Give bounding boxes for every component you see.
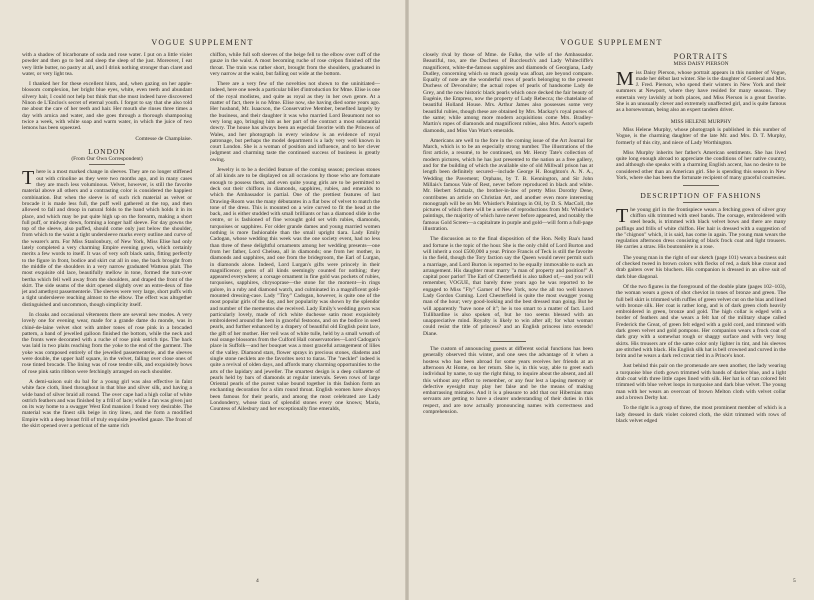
fortune-paragraph: The discussion as to the final disposition of the Hon. Nelly Baa's hand and fortune is the topic of the hour. She is the only child of Lord Burton and will inherit a cool £500,000 a year. Prince Francis of Teck is still the favorite in the field, though the Tory faction say the Queen would never permit such a marriage, and Lord Burton is reported to be equally immovable to such an arrangement. His daughter must marry "a man of property and position!" A capital poor parlor! The Earl of Chesterfield is also talked of,—and you will remember, VOGUE, that barely three years ago he was reported to be engaged to Miss "Fly" Garner of New York, now the all too well known Lady Gordon Cuming. Lord Chesterfield is quite the most swagger young man of the hour; very good-looking and the best dressed man going. But he will apparently "have none of it"; he is too smart to a matter of fact. Lord Tullibardine is also spoken of, but he too seems blessed with an unappreciative mind. Royalty is likely to win after all; for what woman could resist the title of princess? and an English princess into extends! Diane.: [423, 236, 593, 337]
announcing-guests-paragraph: The custom of announcing guests at different social functions has been generally observed this winter, and one sees the advantage of it when a hostess who has been abroad for some years receives her friends at an afternoon At Home, on her return. She is, in this way, able to greet each individual by name, to say the right thing, to inquire about the absent, and all this without any effort to remember, or any fear lest a lapsing memory or defective eyesight may play her false and be the means of making embarrassing mistakes. And it is a pleasure to add that our Hibernian man servants are getting to have a clearer understanding of their duties in this respect, and are now actually pronouncing names with correctness and comprehension.: [423, 346, 593, 416]
page-number-left: 4: [256, 578, 259, 584]
fashions-paragraph-2: The young man in the right of our sketch (page 101) wears a business suit of checked tweed in brown colors with flecks of red, a dark blue cravat and drab gaiters over his bluchers. His companion is dressed in an olive suit of dark blue diagonal.: [616, 254, 786, 280]
fashions-paragraph-4: Just behind this pair on the promenade are seen another, the lady wearing a turquoise blue cloth gown trimmed with bands of darker blue, and a light drab coat with three little capes lined with silk. Her hat is of tan colored felt trimmed with blue velvet loops in turquoise and dark blue velvet. The young man with her wears an overcoat of brown Melton cloth with velvet collar and a brown Derby hat.: [616, 363, 786, 401]
beauty-hints-paragraph: with a shadow of bicarbonate of soda and rose water. I put on a little violet powder and then go to bed and sleep the sleep of the just. Moreover, I eat very little butter, no pastry at all, and I drink nothing stronger than claret and water, or very light tea.: [22, 52, 192, 77]
page-number-right: 5: [793, 578, 796, 584]
left-column-2: [210, 52, 380, 572]
right-page: [409, 0, 814, 600]
signature: Comtesse de Champlaise.: [135, 135, 192, 142]
drop-cap: M: [616, 67, 634, 90]
pierson-subheading: MISS DAISY PIERSON: [673, 61, 729, 68]
running-head-right: VOGUE SUPPLEMENT: [560, 38, 663, 47]
murphy-subheading: MISS HELENE MURPHY: [670, 118, 732, 125]
section-rule: [683, 185, 719, 186]
fashions-paragraph-5: To the right is a group of three, the most prominent member of which is a lady dressed in dark violet colored cloth, the skirt trimmed with rows of black velvet edged: [616, 405, 786, 424]
left-column-1: [22, 52, 192, 572]
fashions-heading: DESCRIPTION OF FASHIONS: [640, 191, 762, 201]
london-paragraph-1-text: here is a most marked change in sleeves. They are no longer stiffened out with crinoline as they were two months ago, and in many cases they are much less voluminous. Velvet, however, is still the favorite material above all others and a contrasting color is considered the happiest combination. But when the sleeve is of such rich material as velvet or brocade it is made less full, the puff well gathered at the top, and then allowed to fall and droop in natural folds to the band which holds it in its place, and which may be put quite high up on the forearm, making a short full puff, or midway down, forming a longer half sleeve. For day gowns the top of the sleeve, also puffed, should come only just below the shoulder, from which to the waist a tight undersleeve marks every outline and curve of the wearer's arm. For Miss Stanlonbury, of New York, Miss Elise had only lately completed a very charming Empire evening gown, which certainly merits a few words to itself. It was of very soft black satin, fitting perfectly to the figure in front, bodice and skirt cut all in one, the back brought from the middle of the shoulders in a very narrow graduated Watteau plait. The most exquisite old lace, beautifully mellow in tone, formed the turn-over bertha which fell well away from the shoulders, and draped the front of the skirt. The side seams of the skirt opened slightly over an entre-deux of fine jet and amethyst passementerie. The sleeves were very large, short puffs with a tight undersleeve reaching almost to the elbow. The effect was altogether distinguished and uncommon, though simplicity itself.: [22, 169, 192, 308]
london-paragraph-1: [22, 169, 192, 308]
murphy-paragraph-2: Miss Murphy inherits her father's American sentiments. She has lived quite long enough abroad to appreciate the conditions of her native country, and although she speaks with a charming English accent, has no desire to be considered other than an American girl. She is spending this season in New York, where she has been the fortunate recipient of many graceful courtesies.: [616, 149, 786, 182]
running-head-left: VOGUE SUPPLEMENT: [151, 38, 254, 47]
right-column-2: [616, 52, 786, 572]
drop-cap: T: [22, 167, 35, 190]
section-rule: [89, 164, 125, 165]
modiste-paragraph: There are a very few of the novelties not shown to the uninitiated—indeed, here one needs a particular billet d'introduction for Mme. Elise is one of the royal modistes, and quite as royal as they in her own genre. At a matter of fact, there is no Mme. Elise now, she having died some years ago. Her husband, Mr. Isaacson, the Conservative Member, benefited largely by the business, and their daughter it was who married Lord Beaumont not so very long ago, bringing him as her part of the contract a most substantial dowry. The house has always been an especial favorite with the Princess of Wales, and her photograph in every window is an evidence of royal patronage, but perhaps the model department is a lady very well known in court London. She is a woman of position and influence, and to her clever judgment and charming taste the continued success of business is greatly owing.: [210, 81, 380, 163]
murphy-paragraph-1: Miss Helene Murphy, whose photograph is published in this number of Vogue, is the charming daughter of the late Mr. and Mrs. D. T. Murphy, formerly of this city, and niece of Lady Worthington.: [616, 126, 786, 146]
london-paragraph-2: In cloaks and occasional vêtements there are several new modes. A very lovely one for evening wear, made for a grande dame du monde, was in chiné-de-laine velvet shot with amber tones of rose pink in a brocaded pattern, a band of jewelled galloon finished the bottom, while the neck and the fronts were decorated with a ruche of rose pink ostrich tips. The back was laid in two plaits reaching from the yoke to the end of the garment. The yoke was composed entirely of the jewelled passementerie, and the sleeves were double, the upper half square, in the velvet, falling over close ones of rose tinted brocade. The lining was of rose tendre silk, and exquisitely bows of rose pink satin ribbon were fetchingly arranged on each shoulder.: [22, 311, 192, 375]
jewelry-paragraph: Jewelry is to be a decided feature of the coming season; precious stones of all kinds are to be displayed on all occasions by those who are fortunate enough to possess them, and even quite young girls are to be permitted to deck out their chiffons in diamonds, sapphires, rubies, and emeralds to which the Ambassador is partial. One of the prettiest features of last Drawing-Room was the many débutantes in a flat bow of velvet to match the tone of the dress. This is mounted on a wire curved to fit the head at the back, and is either studded with small brilliants or has a diamond slide in the centre, or is fashioned of fine wrought gold set with rubies, diamonds, turquoises or sapphires. For older grande dames and young married women nothing is more fashionable than the small upright tiara. Lady Emily Cadogan, whose wedding this week was the one society event, had no less than three of these delightful ornaments among her wedding presents—one from her father, Lord Chelsea, all in diamonds; one from her mother, in diamonds and sapphires, and one from the bridegroom, the Earl of Lurgan, in diamonds alone. Indeed, Lord Lurgan's gifts were princely in their magnificence; gems of all kinds seemingly counted for nothing; they appeared everywhere; a corsage ornament in fine gold was pockets of rubies, turquoises, sapphires, chrysoprase—the stone for the moment—in rings galore, in a ruby and diamond watch, and culminated in a magnificent gold-mounted dressing-case. Lady "Tiny" Cadogan, however, is quite one of the most popular girls of the day, and her popularity was shown by the splendor and number of the mementos she received. Lady Emily's wedding gown was particularly lovely, made of rich white duchesse satin most exquisitely embroidered around the hem in graceful festoons, and on the bodice in seed pearls, and further enhanced by a drapery of beautiful old English point lace, the gift of her mother. Her veil was of white tulle, held by a small wreath of real orange blossoms from the Culford Hall conservatories—Lord Cadogan's place in Suffolk—and her bouquet was a most graceful arrangement of lilies of the valley. Diamond stars, flower sprays in precious stones, diadems and single stone necklets are the favorites next to tiaras. The "necklet" indeed is quite a revival of olden days, and affords many charming opportunities to the arts of the lapidary and jeweller. The smartest design is a deep collarette of pearls held by bars of diamonds at regular intervals. Seven rows of large Oriental pearls of the purest value bound together in this fashion form an enchanting decoration for a slim round throat. English women have always been famous for their pearls, and among the most celebrated are Lady Londonderry, whose tiara of splendid stones every one knows; Maria, Countess of Ailesbury and her exceptionally fine emeralds,: [210, 167, 380, 413]
london-subheading: (From Our Own Correspondent): [71, 156, 143, 163]
beauty-hints-paragraph-2: I thanked her for these excellent hints, and, when gazing on her apple-blossom complexion, her bright blue eyes, white, even teeth and abundant silvery hair, I could not help but think that she must indeed have discovered Ninon de L'Enclos's secret of eternal youth. I forgot to say that she also told me about the care of her teeth and hair. Her mouth she rinses three times a day with arnica and water, and she goes through a thorough shampooing twice a week, with white soap and warm water, in which the juice of two lemons has been squeezed.: [22, 81, 192, 132]
pearls-paragraph: closely rival by those of Mme. de Falke, the wife of the Ambassador. Beautiful, too, are the Duchess of Buccleuch's and Lady Whitecliffe's magnificent, white-the-famous sapphires and diamonds of Georgiana, Lady Dudley, concerning which so much gossip was afloat, are beyond compare. Equally of note are the wonderful rows of pearls belonging to the present Duchess of Devonshire; the actual ropes of pearls of handsome Lady de Grey, and the now historic black pearls which once decked the fair beauty of Eugénie, the Empress, now the property of Lady Rebecca; the chatelaine of beautiful Holland House. Mrs. Arthur James also possesses some very beautiful rubies, though these are obtained by Mrs. Mackay's royal purses of the same; while among more modern acquisitions come Mrs. Bradley-Martin's ropes of diamonds and magnificent rubies, also Mrs. Astor's superb diamonds, and Miss Van Wart's emeralds.: [423, 52, 593, 134]
section-rule: [683, 202, 719, 203]
left-page: [0, 0, 405, 600]
art-journal-paragraph: Americans are well to the fore in the coming issue of the Art Journal for March, which is to be an especially strong number. The illustrations of the first article, a resumé, to be continued, on Mr. Henry Tate's collection of modern pictures, which he has just presented to the nation as a free gallery, and for the building of which the available site of old Millwall prison has at length been definitely secured—include George H. Boughton's A. N. A., Wedding the Pavement; Orphans, by T. B. Kennington, and Sir John Millais's famous Vale of Rest, never before reproduced in black and white. Mr. Herbert Schmalz, the brother-in-law of pretty Miss Dorothy Dene, contributes an article on Christian Art, and another even more interesting monograph will be on Mr. Whistler's Paintings in Oil, by D. S. MacColl, the pictures of which there will be a series of reproductions from Mr. Whistler's paintings, the majority of which have never before appeared, and notably the famous Gold Screen—a capitalrate in purple and gold—will form a full-page illustration.: [423, 137, 593, 233]
gown-paragraph: chiffon, while full soft sleeves of the beige fell to the elbow over cuff of the gauze in the waist. A most becoming ruche of rose crépon finished off the throat. The train was rather short, brought from the shoulders, graduated in very narrow at the waist, but falling out wide at the bottom.: [210, 52, 380, 77]
fashions-paragraph-3: Of the two figures in the foreground of the double plate (pages 102–103), the woman wears a gown of shot cheviot in tones of bronze and green. The full bell skirt is trimmed with ruffles of green velvet cut on the bias and lined with bronze silk. Her coat is rather long, and is of dark green cloth heavily embroidered in green, bronze and gold. The high collar is edged with a border of feathers and she wears a felt hat of the military shape called Frederick the Great, of green felt edged with a gold cord, and trimmed with dark green velvet and gold pompons. Her companion wears a frock coat of dark gray with a somewhat rough or shaggy surface and with very long skirts. His trousers are of the same color only lighter in tint, and his sleeves are stitched with black. His English silk hat is bell crowned and curved in the brim and he wears a dark red cravat tied in a Prince's knot.: [616, 283, 786, 360]
drop-cap: T: [616, 204, 629, 227]
pierson-paragraph-text: iss Daisy Pierson, whose portrait appears in this number of Vogue, made her début last winter. She is the daughter of General and Mrs. J. Fred. Pierson, who spend their winters in New York and their summers at Newport, where they have resided for many seasons. They entertain very lavishly at both places, and Miss Pierson is a great favorite. She is an unusually clever and extremely unaffected girl, and is quite famous as a horsewoman, being also an expert tandem driver.: [616, 69, 786, 114]
fashions-paragraph-1: [616, 204, 786, 251]
london-heading: LONDON: [88, 146, 126, 156]
pierson-paragraph: [616, 67, 786, 114]
fashions-paragraph-1-text: he young girl in the frontispiece wears a fetching gown of silver gray chiffon silk trimmed with steel bands. The corsage, embroidered with steel beads, is trimmed with black velvet bows and there are many puffings and frills of white chiffon. Her hair is dressed with a suggestion of the "chignon" which, it is said, has come in again. The young man wears the regulation afternoon dress consisting of black frock coat and light trousers. He carries a straw. His boutonnière is a rose.: [616, 206, 786, 251]
section-rule: [490, 341, 526, 342]
portraits-heading: PORTRAITS: [673, 52, 729, 61]
london-paragraph-3: A demi-saison suit du bal for a young girl was also effective in faint white face cloth, lined throughout in that blue and silver silk, and having a wide band of silver braid all round. The over cape had a high collar of white ostrich feathers and was finished by a frill of lace; while a fan was given just on its way home to a swagger West End mansion I found very desirable. The material was the finest silk beige in tiny lines, and the form a modified Empire with a deep breast frill of truly exquisite jewelled gauze. The front of the skirt opened over a petticoat of the same rich: [22, 378, 192, 430]
right-column-1: [423, 52, 593, 572]
